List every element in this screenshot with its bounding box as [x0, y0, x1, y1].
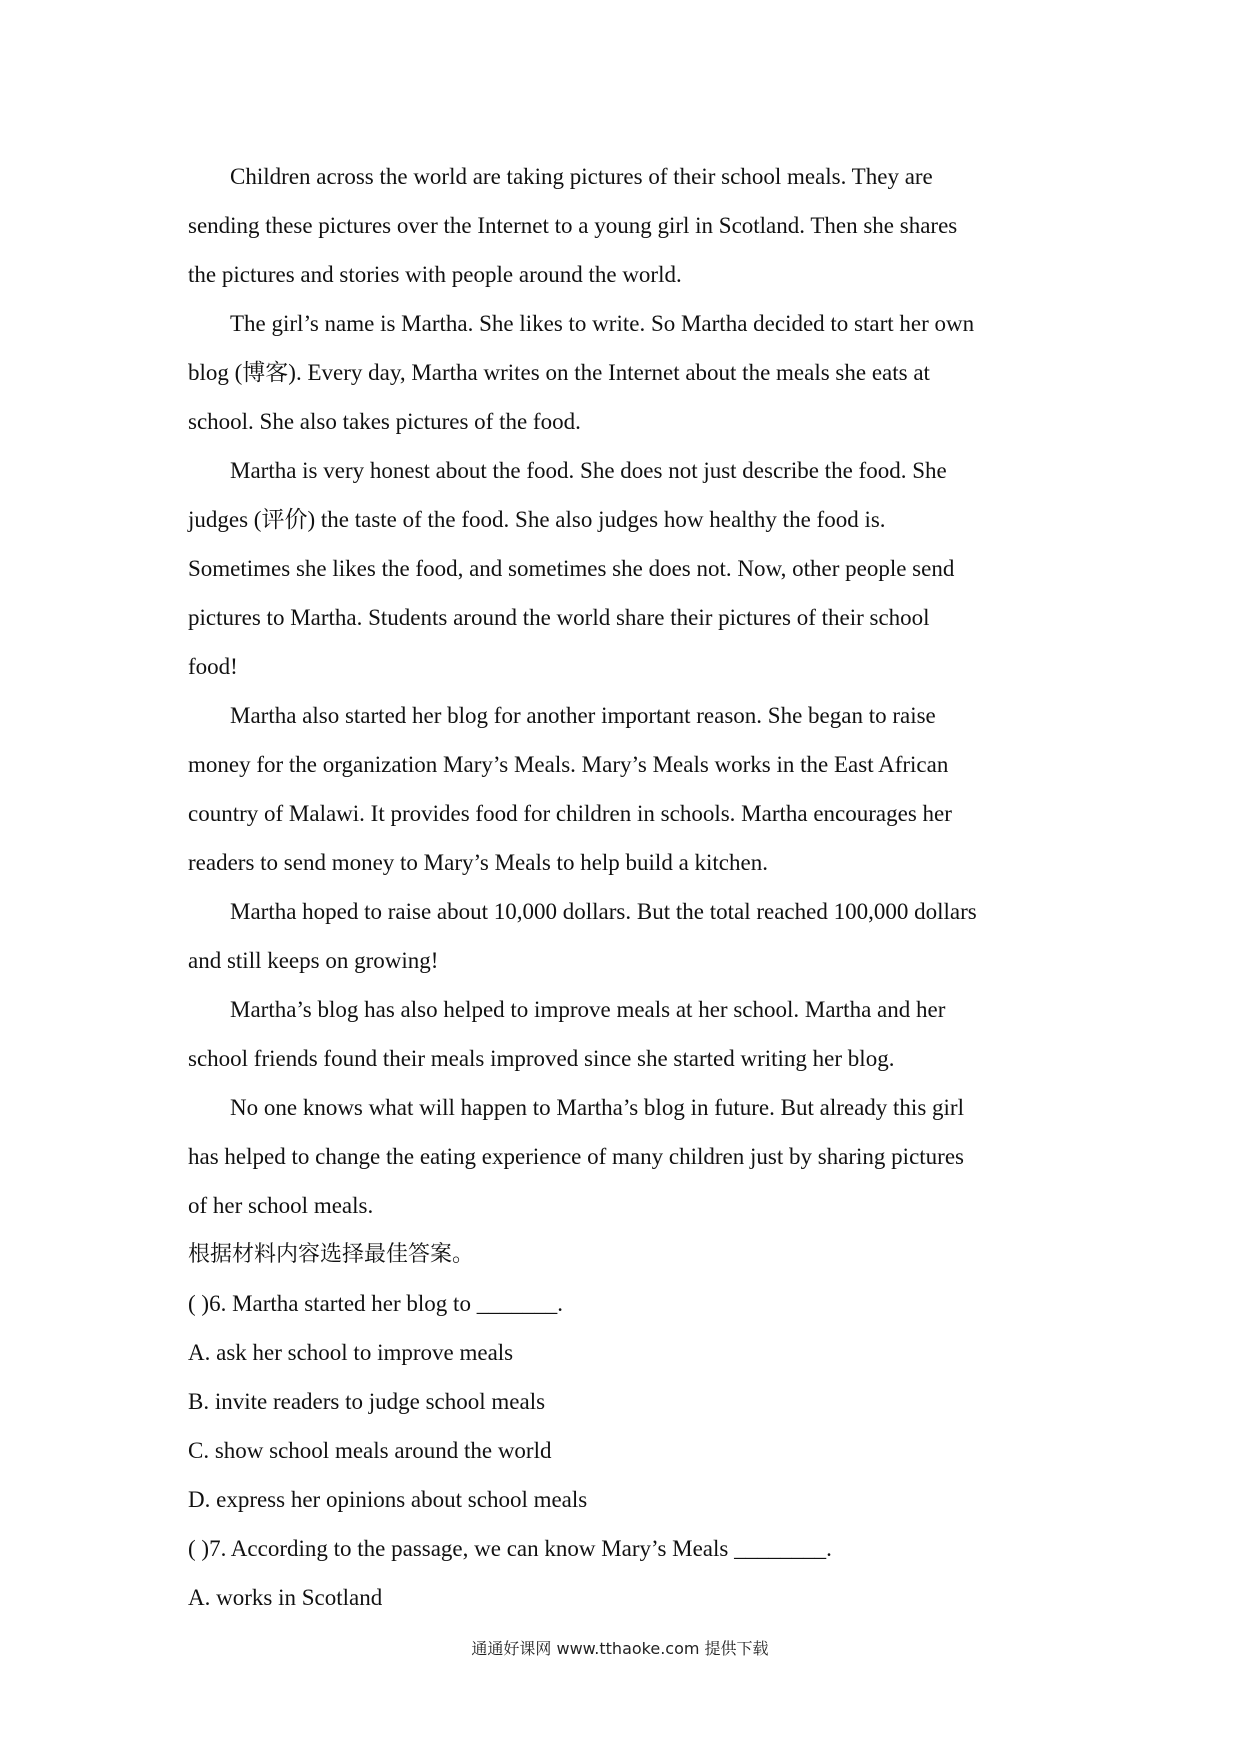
passage-line: and still keeps on growing! [188, 948, 439, 973]
passage-line: of her school meals. [188, 1193, 374, 1218]
question-6-option-c: C. show school meals around the world [188, 1438, 552, 1463]
passage-line: food! [188, 654, 238, 679]
passage-line: readers to send money to Mary’s Meals to help build a kitchen. [188, 850, 768, 875]
passage-line: blog (博客). Every day, Martha writes on the Internet about the meals she eats at [188, 360, 930, 385]
passage-line: the pictures and stories with people around the world. [188, 262, 682, 287]
page-footer: 通通好课网 www.tthaoke.com 提供下载 [471, 1639, 769, 1658]
passage-line: Martha hoped to raise about 10,000 dollars. But the total reached 100,000 dollars [230, 899, 977, 924]
passage-line: No one knows what will happen to Martha’s blog in future. But already this girl [230, 1095, 964, 1120]
passage-line: sending these pictures over the Internet to a young girl in Scotland. Then she shares [188, 213, 958, 238]
reading-passage [188, 152, 1068, 1622]
instruction-heading: 根据材料内容选择最佳答案。 [188, 1242, 475, 1267]
question-6-option-d: D. express her opinions about school meals [188, 1487, 588, 1512]
passage-line: The girl’s name is Martha. She likes to write. So Martha decided to start her own [230, 311, 975, 336]
passage-line: Martha is very honest about the food. She does not just describe the food. She [230, 458, 947, 483]
passage-line: Martha’s blog has also helped to improve meals at her school. Martha and her [230, 997, 946, 1022]
passage-line: money for the organization Mary’s Meals. Mary’s Meals works in the East African [188, 752, 949, 777]
question-6-option-a: A. ask her school to improve meals [188, 1340, 514, 1365]
passage-line: country of Malawi. It provides food for children in schools. Martha encourages her [188, 801, 952, 826]
passage-line: has helped to change the eating experience of many children just by sharing pictures [188, 1144, 964, 1169]
question-7-option-a: A. works in Scotland [188, 1585, 383, 1610]
passage-line: pictures to Martha. Students around the world share their pictures of their school [188, 605, 930, 630]
passage-line: school friends found their meals improved since she started writing her blog. [188, 1046, 895, 1071]
question-6-stem: ( )6. Martha started her blog to _______. [188, 1291, 563, 1316]
passage-line: judges (评价) the taste of the food. She also judges how healthy the food is. [188, 507, 886, 532]
passage-line: Sometimes she likes the food, and sometimes she does not. Now, other people send [188, 556, 955, 581]
passage-line: Children across the world are taking pictures of their school meals. They are [230, 164, 933, 189]
passage-line: school. She also takes pictures of the food. [188, 409, 581, 434]
passage-line: Martha also started her blog for another important reason. She began to raise [230, 703, 936, 728]
question-7-stem: ( )7. According to the passage, we can know Mary’s Meals ________. [188, 1536, 832, 1561]
question-6-option-b: B. invite readers to judge school meals [188, 1389, 546, 1414]
